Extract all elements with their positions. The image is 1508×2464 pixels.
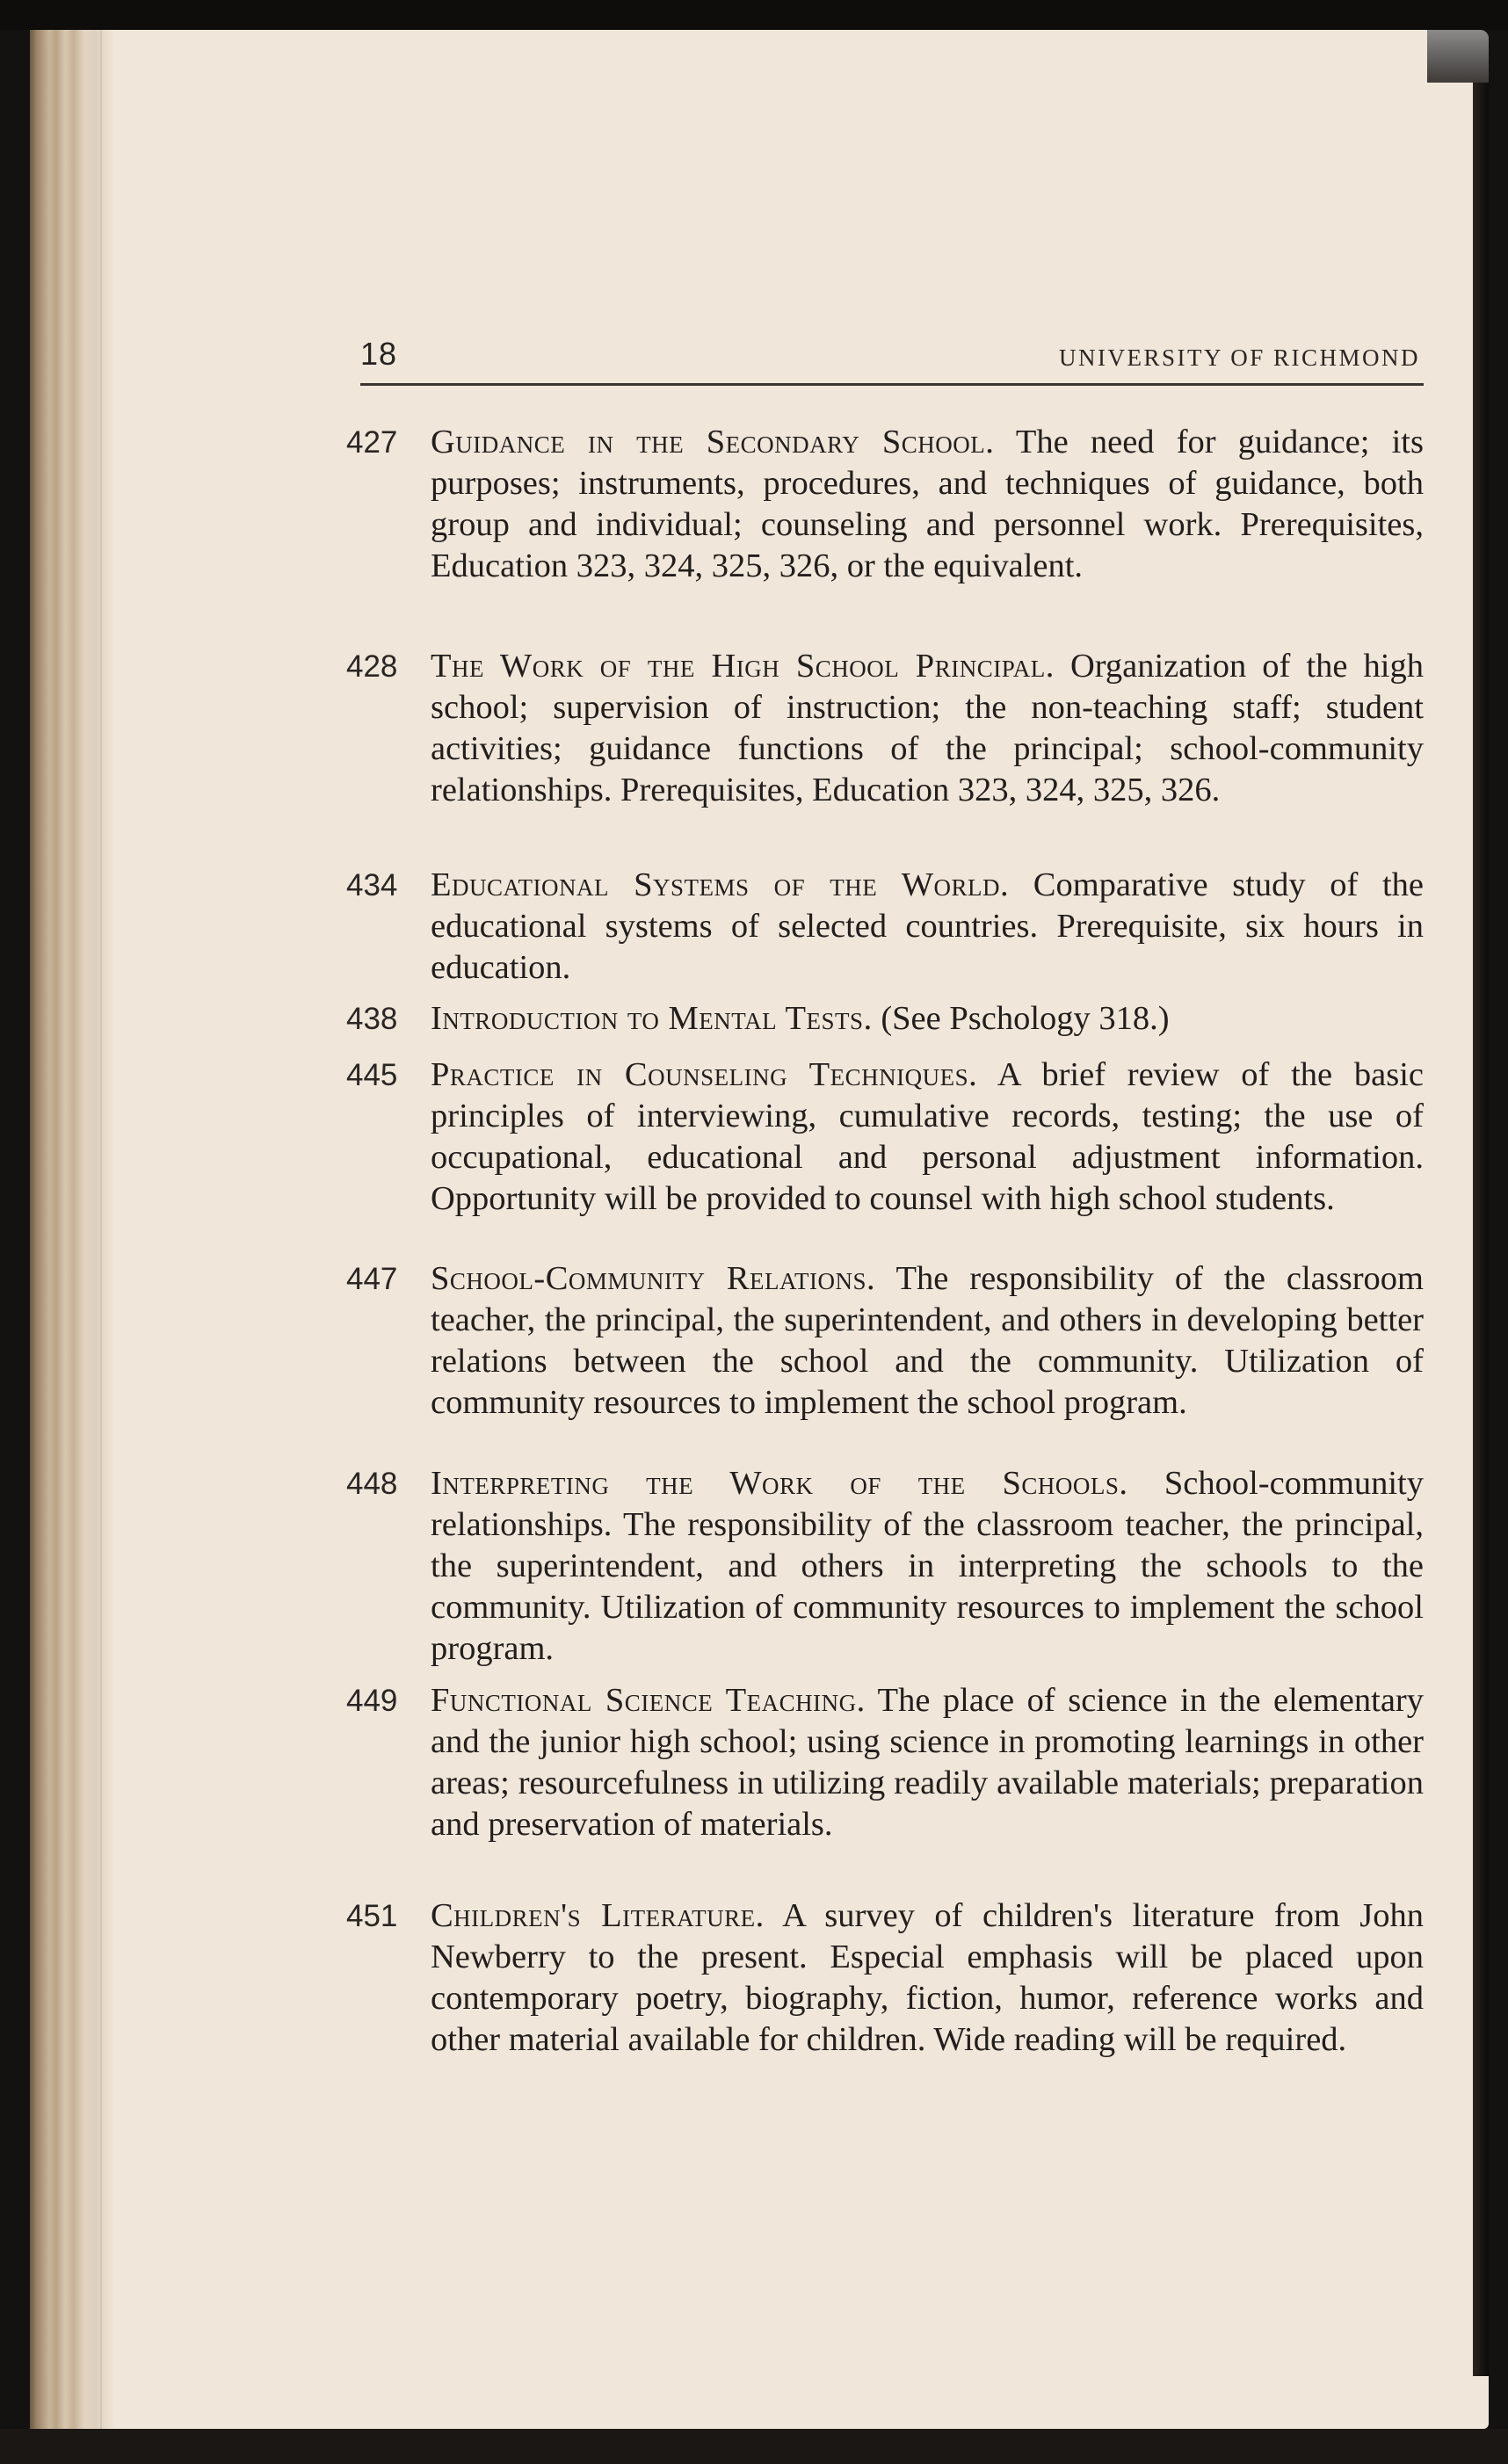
course-number: 449 [346, 1684, 398, 1718]
course-number: 445 [346, 1058, 398, 1092]
course-number: 434 [346, 868, 398, 902]
course-title: Children's Literature. [431, 1897, 765, 1934]
course-number: 438 [346, 1002, 398, 1036]
course-description: A survey of children's literature from John Newberry to the present. Especial emphasis will be placed upon contemporary poetry, biography, fiction, humor, reference works and other material available for children. Wide reading will be required. [431, 1897, 1424, 2058]
course-entry-428 [346, 646, 1425, 811]
course-number: 448 [346, 1467, 398, 1501]
course-entry-447 [346, 1258, 1424, 1424]
page-header [360, 336, 1420, 381]
course-description: School-community relationships. The responsibility of the classroom teacher, the principal, the superintendent, and others in interpreting the schools to the community. Utilization of community resources to implement the school program. [431, 1465, 1424, 1667]
course-description: The place of science in the elementary and the junior high school; using science in promoting learnings in other areas; resourcefulness in utilizing readily available materials; preparation and preservation of materials. [431, 1682, 1425, 1843]
course-number: 428 [346, 649, 398, 684]
course-number: 427 [346, 425, 398, 460]
course-number: 451 [346, 1899, 398, 1933]
header-rule [360, 383, 1424, 386]
course-title: Educational Systems of the World. [431, 866, 1010, 903]
course-entry-449 [346, 1680, 1425, 1845]
course-description: The responsibility of the classroom teacher, the principal, the superintendent, and others in developing better relations between the school and the community. Utilization of community resources to implement the school program. [431, 1260, 1424, 1421]
course-entry-427 [346, 422, 1424, 587]
page-number: 18 [360, 336, 398, 372]
course-entry-445 [346, 1054, 1424, 1220]
course-title: The Work of the High School Principal. [431, 648, 1055, 685]
course-title: Functional Science Teaching. [431, 1682, 866, 1719]
course-description: A brief review of the basic principles of interviewing, cumulative records, testing; the use of occupational, educational and personal adjustment information. Opportunity will be provided to counsel with high school students. [431, 1056, 1424, 1217]
course-entry-438 [346, 998, 1424, 1040]
course-title: Introduction to Mental Tests. [431, 1000, 873, 1037]
running-head: UNIVERSITY OF RICHMOND [1058, 344, 1420, 371]
course-description: The need for guidance; its purposes; instruments, procedures, and techniques of guidance, both group and individual; counseling and personnel work. Prerequisites, Education 323, 324, 325, 326, or the equivalent. [431, 424, 1424, 584]
course-entry-434 [346, 865, 1424, 989]
course-description: Comparative study of the educational systems of selected countries. Prerequisite, six hours in education. [431, 866, 1424, 986]
course-number: 447 [346, 1262, 398, 1296]
course-entry-448 [346, 1463, 1424, 1670]
course-title: Guidance in the Secondary School. [431, 424, 995, 460]
course-entry-451 [346, 1895, 1424, 2061]
course-description: Organization of the high school; supervision of instruction; the non-teaching staff; student activities; guidance functions of the principal; school-community relationships. Prerequisites, Education 323, 324, 325, 326. [431, 648, 1425, 808]
course-title: Practice in Counseling Techniques. [431, 1056, 978, 1093]
course-title: School-Community Relations. [431, 1260, 876, 1297]
course-description: (See Pschology 318.) [872, 1000, 1170, 1037]
course-title: Interpreting the Work of the Schools. [431, 1465, 1128, 1502]
